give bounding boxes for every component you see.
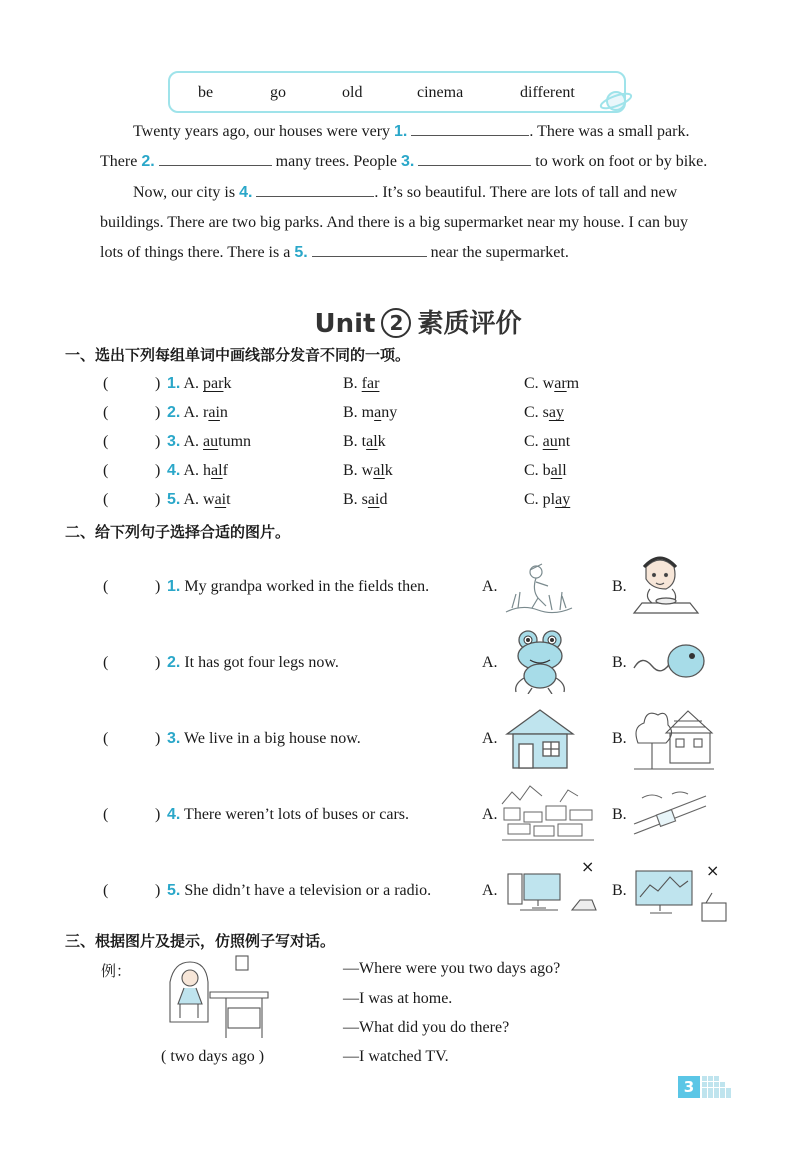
word-bank-box bbox=[168, 71, 626, 113]
option-a-label[interactable]: A. bbox=[482, 730, 498, 747]
answer-paren-close: ) bbox=[155, 654, 161, 671]
blank-3[interactable] bbox=[418, 149, 531, 166]
answer-paren-close: ) bbox=[155, 578, 161, 595]
answer-paren-open: ( bbox=[103, 806, 109, 823]
page-title: Unit 2 素质评价 bbox=[314, 309, 522, 339]
computer-phone-picture[interactable] bbox=[502, 870, 600, 916]
television-radio-picture[interactable] bbox=[632, 869, 730, 925]
cross-mark-icon: × bbox=[706, 861, 720, 880]
s1-item-4-c[interactable]: C. ball bbox=[524, 462, 567, 479]
example-caption: ( two days ago ) bbox=[161, 1048, 265, 1065]
answer-paren-close: ) bbox=[155, 404, 161, 421]
answer-paren-close: ) bbox=[155, 375, 161, 392]
answer-paren-open: ( bbox=[103, 491, 109, 508]
s1-item-3-c[interactable]: C. aunt bbox=[524, 433, 571, 450]
s1-item-1-b[interactable]: B. far bbox=[343, 375, 380, 392]
blank-5[interactable] bbox=[312, 240, 427, 257]
planet-icon bbox=[598, 86, 634, 114]
answer-paren-close: ) bbox=[155, 462, 161, 479]
word-bank-word: different bbox=[520, 84, 575, 101]
answer-paren-close: ) bbox=[155, 433, 161, 450]
girl-watching-tv-picture bbox=[162, 952, 274, 1044]
passage-line-1: Twenty years ago, our houses were very 1. . There was a small park. bbox=[133, 117, 689, 147]
answer-paren-close: ) bbox=[155, 491, 161, 508]
s2-item-2: 2. It has got four legs now. bbox=[167, 654, 339, 671]
dialog-line: —Where were you two days ago? bbox=[343, 960, 561, 977]
s1-item-5: 5. A. wait bbox=[167, 491, 231, 508]
answer-paren-open: ( bbox=[103, 375, 109, 392]
word-bank-word: be bbox=[198, 84, 214, 101]
s1-item-2-b[interactable]: B. many bbox=[343, 404, 398, 421]
section-2-heading: 二、给下列句子选择合适的图片。 bbox=[65, 523, 291, 541]
word-bank-word: old bbox=[342, 84, 363, 101]
s1-item-4-b[interactable]: B. walk bbox=[343, 462, 393, 479]
option-a-label[interactable]: A. bbox=[482, 578, 498, 595]
s1-item-2: 2. A. rain bbox=[167, 404, 228, 421]
s1-item-1-c[interactable]: C. warm bbox=[524, 375, 580, 392]
quiet-road-picture[interactable] bbox=[632, 788, 708, 838]
option-b-label[interactable]: B. bbox=[612, 578, 627, 595]
unit-number-circle: 2 bbox=[381, 308, 411, 338]
answer-paren-open: ( bbox=[103, 730, 109, 747]
passage-line-3: Now, our city is 4. . It’s so beautiful. There are lots of tall and new bbox=[133, 178, 677, 208]
answer-paren-open: ( bbox=[103, 882, 109, 899]
passage-line-4: buildings. There are two big parks. And there is a big supermarket near my house. I can buy bbox=[100, 214, 688, 231]
blank-4[interactable] bbox=[256, 180, 374, 197]
answer-paren-close: ) bbox=[155, 730, 161, 747]
small-house-picture[interactable] bbox=[505, 708, 575, 770]
s1-item-3: 3. A. autumn bbox=[167, 433, 252, 450]
big-house-picture[interactable] bbox=[632, 703, 716, 773]
option-b-label[interactable]: B. bbox=[612, 654, 627, 671]
option-b-label[interactable]: B. bbox=[612, 806, 627, 823]
dialog-line: —I watched TV. bbox=[343, 1048, 449, 1065]
word-bank-word: go bbox=[270, 84, 286, 101]
s2-item-5: 5. She didn’t have a television or a radio. bbox=[167, 882, 432, 899]
s1-item-3-b[interactable]: B. talk bbox=[343, 433, 386, 450]
passage-line-5: lots of things there. There is a 5. near the supermarket. bbox=[100, 238, 569, 268]
answer-paren-close: ) bbox=[155, 882, 161, 899]
frog-picture[interactable] bbox=[510, 628, 570, 694]
s2-item-4: 4. There weren’t lots of buses or cars. bbox=[167, 806, 410, 823]
answer-paren-open: ( bbox=[103, 404, 109, 421]
s2-item-3: 3. We live in a big house now. bbox=[167, 730, 361, 747]
answer-paren-open: ( bbox=[103, 578, 109, 595]
s1-item-5-b[interactable]: B. said bbox=[343, 491, 388, 508]
option-b-label[interactable]: B. bbox=[612, 730, 627, 747]
busy-city-traffic-picture[interactable] bbox=[500, 784, 596, 844]
blank-1[interactable] bbox=[411, 119, 529, 136]
dialog-line: —I was at home. bbox=[343, 990, 453, 1007]
example-label: 例： bbox=[101, 962, 132, 980]
answer-paren-open: ( bbox=[103, 433, 109, 450]
tadpole-picture[interactable] bbox=[632, 640, 706, 682]
option-a-label[interactable]: A. bbox=[482, 806, 498, 823]
s1-item-4: 4. A. half bbox=[167, 462, 228, 479]
option-a-label[interactable]: A. bbox=[482, 882, 498, 899]
answer-paren-open: ( bbox=[103, 654, 109, 671]
blank-2[interactable] bbox=[159, 149, 272, 166]
page-number: 3 bbox=[678, 1076, 700, 1098]
page-corner-grid-icon bbox=[702, 1076, 736, 1098]
section-1-heading: 一、选出下列每组单词中画线部分发音不同的一项。 bbox=[65, 346, 411, 364]
s1-item-1: 1. A. park bbox=[167, 375, 232, 392]
option-b-label[interactable]: B. bbox=[612, 882, 627, 899]
dialog-line: —What did you do there? bbox=[343, 1019, 510, 1036]
girl-eating-picture[interactable] bbox=[632, 553, 702, 617]
passage-line-2: There 2. many trees. People 3. to work on foot or by bike. bbox=[100, 147, 707, 177]
s1-item-5-c[interactable]: C. play bbox=[524, 491, 571, 508]
word-bank-word: cinema bbox=[417, 84, 464, 101]
s1-item-2-c[interactable]: C. say bbox=[524, 404, 565, 421]
s2-item-1: 1. My grandpa worked in the fields then. bbox=[167, 578, 430, 595]
cross-mark-icon: × bbox=[581, 857, 595, 876]
answer-paren-open: ( bbox=[103, 462, 109, 479]
farmer-field-picture[interactable] bbox=[502, 556, 574, 616]
answer-paren-close: ) bbox=[155, 806, 161, 823]
section-3-heading: 三、根据图片及提示，仿照例子写对话。 bbox=[65, 932, 336, 950]
option-a-label[interactable]: A. bbox=[482, 654, 498, 671]
